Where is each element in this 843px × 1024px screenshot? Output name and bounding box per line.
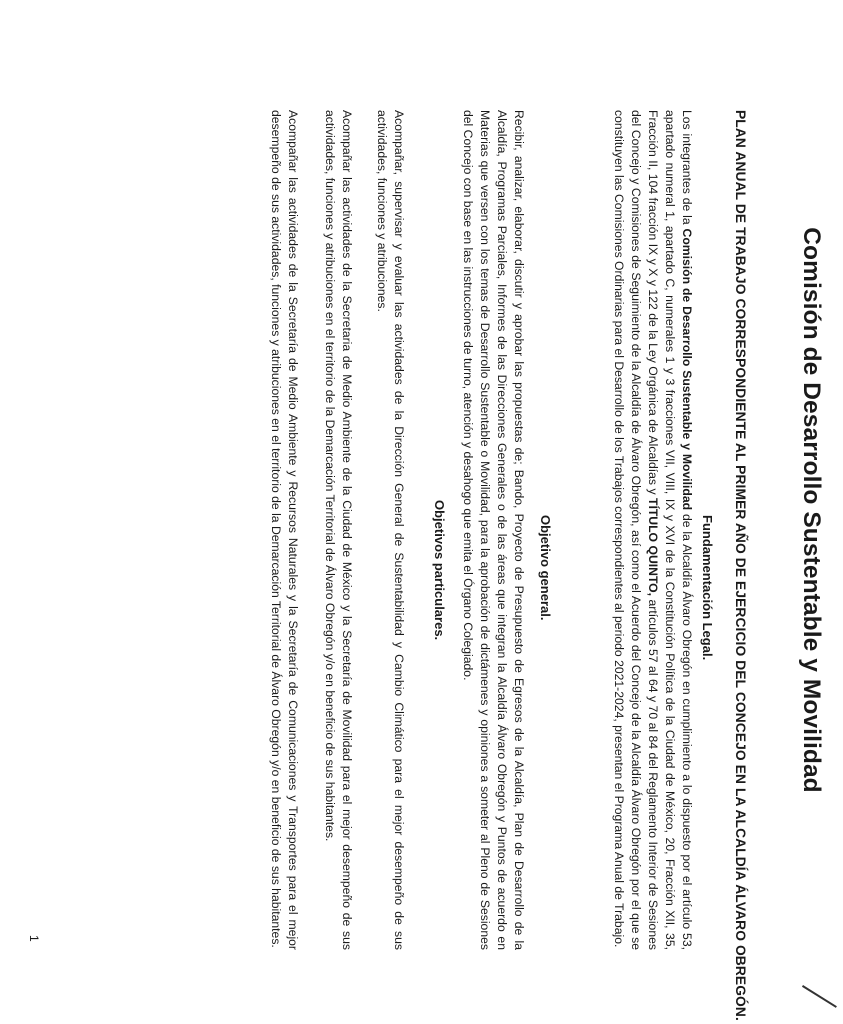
legal-text-post: artículos 57 al 64 y 70 al 84 del Reglamento Interior de Sesiones del Concejo y Comisiones de Seguimiento de la Alcaldía de Álvaro Obregón, así como el Acuerdo del Concejo de la Alcaldía Álvaro Obregón por el que se constituyen las Comisiones Ordinarias para el Desarrollo de los Trabajos correspondientes al periodo 2021-2024, presentan el Programa Anual de Trabajo. <box>612 110 660 950</box>
general-objective-heading: Objetivo general. <box>538 515 553 621</box>
particular-objective-2: Acompañar las actividades de la Secretaria de Medio Ambiente de la Ciudad de México y la Secretaría de Movilidad para el mejor desempeño de sus actividades, funciones y atribuciones en el territorio de la Demarcación Territorial de Álvaro Obregón y/o en beneficio de sus habitantes. <box>323 110 354 950</box>
particular-objectives-heading: Objetivos particulares. <box>432 500 447 641</box>
particular-objective-1: Acompañar, supervisar y evaluar las actividades de la Dirección General de Sustentabilidad y Cambio Climático para el mejor desempeño de sus actividades, funciones y atribuciones. <box>375 110 406 950</box>
legal-text-pre: Los integrantes de la <box>680 110 694 229</box>
legal-paragraph <box>610 110 695 950</box>
legal-text-bold-commission: Comisión de Desarrollo Sustentable y Movilidad <box>680 228 694 511</box>
document-title: Comisión de Desarrollo Sustentable y Movilidad <box>798 227 825 793</box>
document-subtitle: PLAN ANUAL DE TRABAJO CORRESPONDIENTE AL PRIMER AÑO DE EJERCICIO DEL CONCEJO EN LA ALCALDÍA ÁLVARO OBREGÓN. <box>733 110 748 1021</box>
particular-objective-3: Acompañar las actividades de la Secretaría de Medio Ambiente y Recursos Naturales y la Secretaría de Comunicaciones y Transportes para el mejor desempeño de sus actividades, funciones y atribuciones en el territorio de la Demarcación Territorial de Álvaro Obregón y/o en beneficio de sus habitantes. <box>269 110 300 950</box>
legal-text-mid: de la Alcaldía Álvaro Obregón en cumplimiento a lo dispuesto por el artículo 53, apartado numeral 1, apartado C, numerales 1 y 3 fracciones VII, VIII, IX y XVI de la Constitución Política de la Ciudad de México, 20, Fracción XII, 35, Fracción II, 104 fracción IX y X y 122 de la Ley Orgánica de Alcaldías y <box>646 110 694 951</box>
general-objective-paragraph: Recibir, analizar, elaborar, discutir y aprobar las propuestas de; Bando, Proyecto de Presupuesto de Egresos de la Alcaldía, Plan de Desarrollo de la Alcaldía, Programas Parciales, Informes de las Direcciones Generales o de las áreas que integran la Alcaldía Álvaro Obregón y Puntos de acuerdo en Materias que versen con los temas de Desarrollo Sustentable o Movilidad, para la aprobación de dictámenes y opiniones a someter al Pleno de Sesiones del Concejo con base en las instrucciones de turno, atención y desahogo que emita el Órgano Colegiado. <box>461 110 526 950</box>
legal-heading: Fundamentación Legal. <box>700 515 715 661</box>
page-number: 1 <box>27 935 41 942</box>
legal-text-bold-title: TÍTULO QUINTO, <box>646 498 660 597</box>
